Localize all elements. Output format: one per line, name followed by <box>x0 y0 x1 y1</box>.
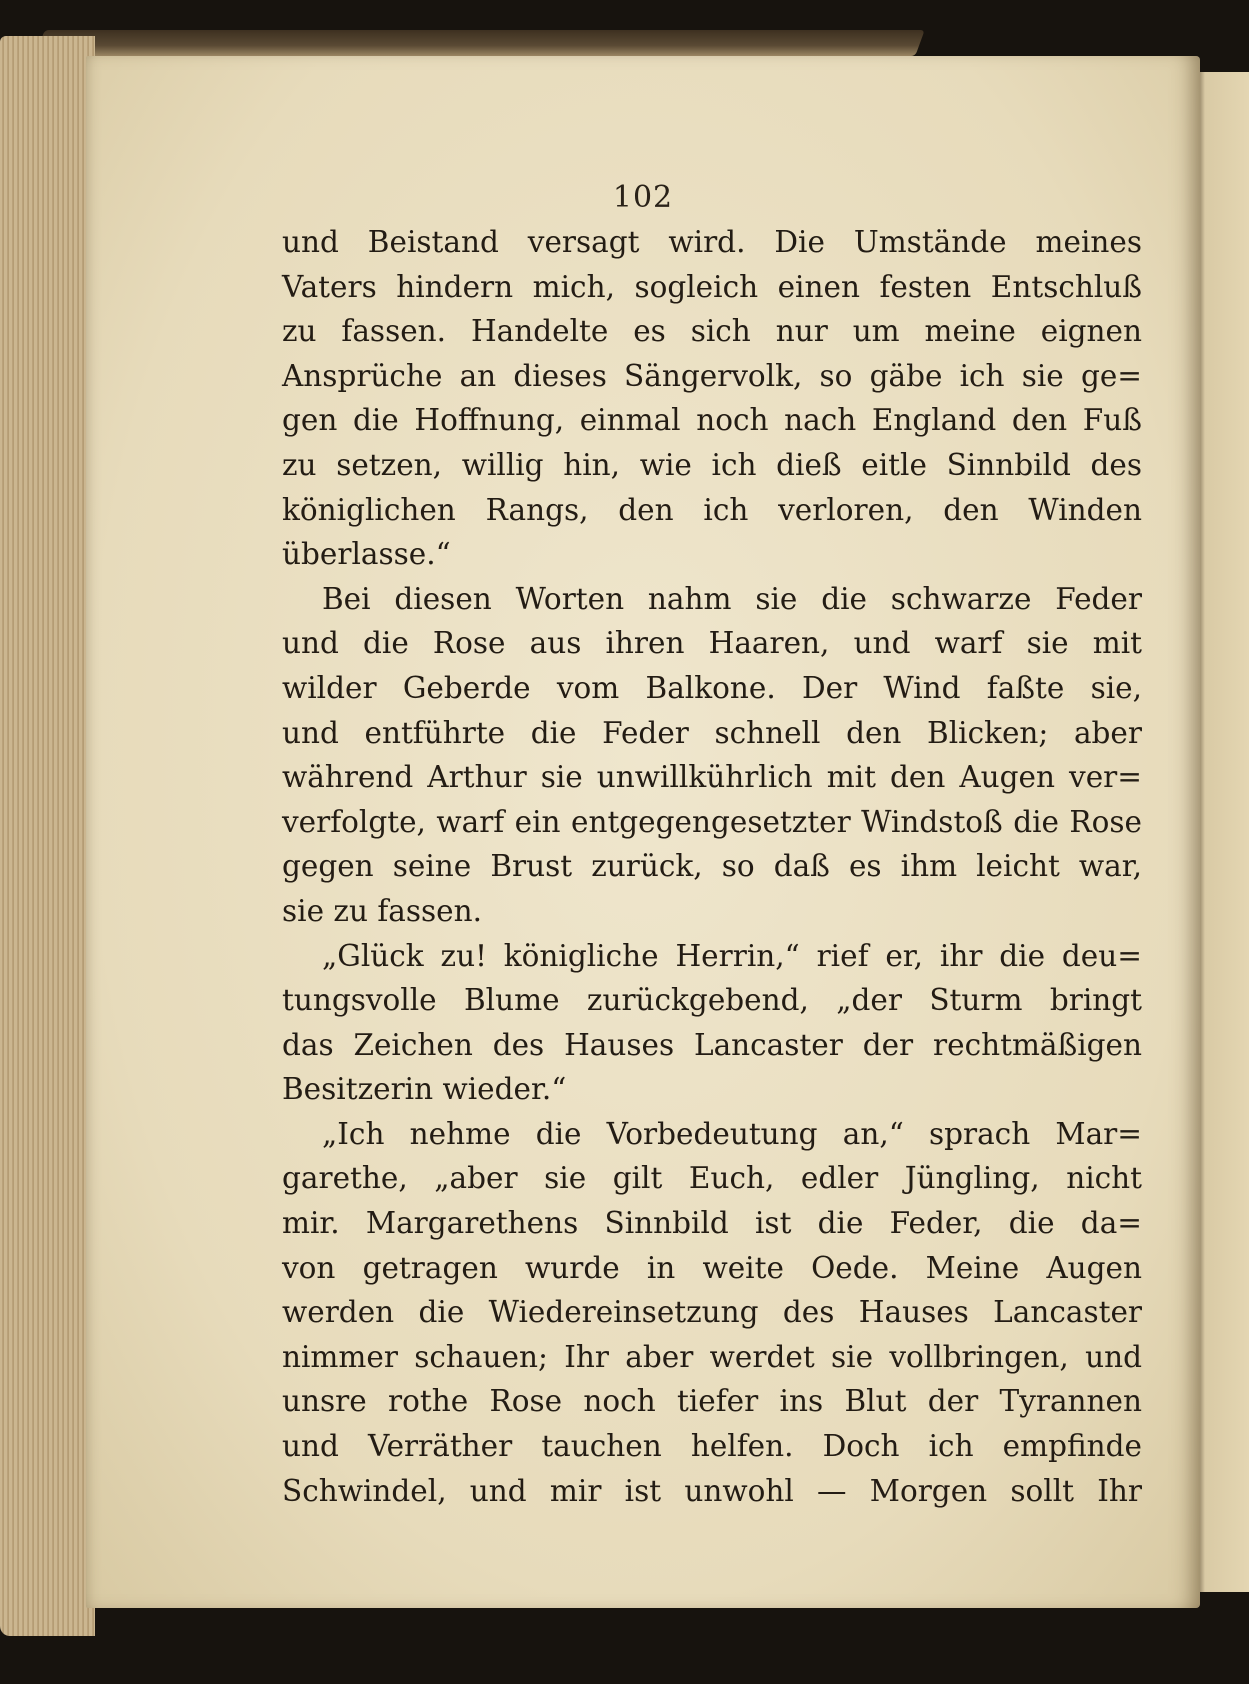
text-line: mir. Margarethens Sinnbild ist die Feder, die da= <box>282 1206 1142 1241</box>
text-line: und entführte die Feder schnell den Blicken; aber <box>282 715 1142 750</box>
text-line: zu fassen. Handelte es sich nur um meine eignen <box>282 314 1142 349</box>
text-line: „Glück zu! königliche Herrin,“ rief er, ihr die deu= <box>322 938 1142 973</box>
text-line: tungsvolle Blume zurückgebend, „der Sturm bringt <box>282 983 1142 1018</box>
text-line: „Ich nehme die Vorbedeutung an,“ sprach Mar= <box>322 1116 1142 1151</box>
text-line: sie zu fassen. <box>282 893 482 928</box>
text-line: königlichen Rangs, den ich verloren, den Winden <box>282 492 1142 527</box>
text-line: und Beistand versagt wird. Die Umstände meines <box>282 225 1142 259</box>
page-number: 102 <box>612 180 674 215</box>
text-line: zu setzen, willig hin, wie ich dieß eitle Sinnbild des <box>282 447 1142 482</box>
text-line: Ansprüche an dieses Sängervolk, so gäbe ich sie ge= <box>282 358 1142 393</box>
text-line: Schwindel, und mir ist unwohl — Morgen sollt Ihr <box>282 1473 1142 1508</box>
page-stack-top-edge <box>35 30 924 56</box>
text-line: das Zeichen des Hauses Lancaster der rechtmäßigen <box>282 1027 1142 1062</box>
text-line: verfolgte, warf ein entgegengesetzter Windstoß die Rose <box>282 804 1142 839</box>
text-line: wilder Geberde vom Balkone. Der Wind faßte sie, <box>282 670 1142 705</box>
book-page <box>86 56 1200 1608</box>
text-line: garethe, „aber sie gilt Euch, edler Jüngling, nicht <box>282 1161 1142 1196</box>
page-stack-edges <box>0 36 95 1636</box>
text-line: von getragen wurde in weite Oede. Meine Augen <box>282 1250 1142 1285</box>
text-line: und Verräther tauchen helfen. Doch ich empfinde <box>282 1429 1142 1464</box>
next-page-edge <box>1195 72 1249 1592</box>
text-line: und die Rose aus ihren Haaren, und warf sie mit <box>282 626 1142 661</box>
text-line: unsre rothe Rose noch tiefer ins Blut der Tyrannen <box>282 1384 1142 1419</box>
text-line: gegen seine Brust zurück, so daß es ihm leicht war, <box>282 849 1142 884</box>
text-line: überlasse.“ <box>282 537 451 572</box>
text-line: nimmer schauen; Ihr aber werdet sie vollbringen, und <box>282 1339 1142 1374</box>
text-line: Bei diesen Worten nahm sie die schwarze Feder <box>322 581 1142 616</box>
text-line: gen die Hoffnung, einmal noch nach England den Fuß <box>282 403 1142 438</box>
page-text <box>282 220 1142 1513</box>
text-line: Besitzerin wieder.“ <box>282 1072 567 1107</box>
text-line: Vaters hindern mich, sogleich einen festen Entschluß <box>282 269 1142 304</box>
text-line: werden die Wiedereinsetzung des Hauses Lancaster <box>282 1295 1142 1330</box>
text-line: während Arthur sie unwillkührlich mit den Augen ver= <box>282 760 1142 795</box>
